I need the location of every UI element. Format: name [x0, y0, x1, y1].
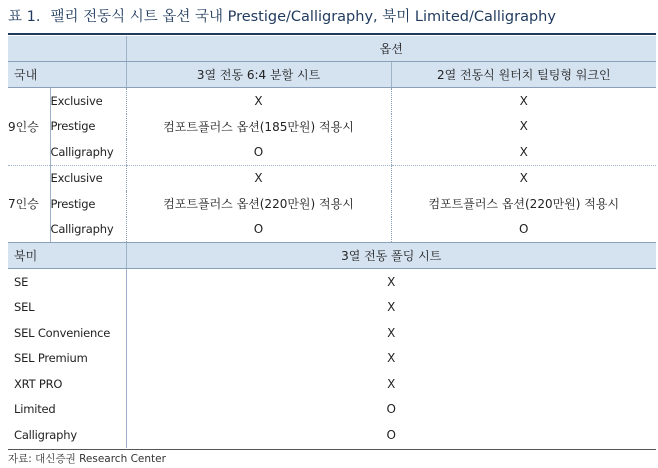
top-rule	[8, 33, 656, 35]
trim-label: Exclusive	[50, 171, 103, 186]
trim-label: Limited	[8, 397, 126, 423]
table-title	[8, 6, 556, 28]
options-table	[8, 36, 656, 448]
na-header-row	[8, 243, 656, 269]
domestic-label: 국내	[8, 62, 126, 88]
group-label-7: 7인승	[8, 165, 50, 243]
cell-value: X	[391, 165, 656, 191]
cell-value: O	[386, 427, 396, 442]
table-title-text: 팰리 전동식 시트 옵션 국내 Prestige/Calligraphy, 북미 Limited/Calligraphy	[50, 9, 556, 25]
domestic-header-row	[8, 62, 656, 88]
domestic-col2-header: 2열 전동식 원터치 틸팅형 워크인	[391, 62, 656, 88]
na-col-header: 3열 전동 폴딩 시트	[126, 243, 656, 269]
table-row	[8, 88, 656, 114]
na-label: 북미	[8, 243, 126, 269]
table-number: 표 1.	[8, 9, 41, 25]
trim-label: Calligraphy	[50, 217, 126, 243]
table-row	[8, 422, 656, 448]
cell-value: X	[387, 274, 396, 289]
table-row	[8, 371, 656, 397]
cell-value: O	[126, 139, 391, 165]
cell-value: X	[387, 376, 396, 391]
table-row	[8, 397, 656, 423]
cell-value: O	[391, 217, 656, 243]
domestic-col1-header: 3열 전동 6:4 분할 시트	[126, 62, 391, 88]
trim-label: Calligraphy	[50, 139, 126, 165]
cell-value: 컴포트플러스 옵션(220만원) 적용시	[391, 191, 656, 217]
cell-value: X	[387, 325, 396, 340]
trim-label: SEL Premium	[8, 346, 126, 372]
trim-label: Prestige	[50, 119, 96, 134]
cell-value: X	[126, 165, 391, 191]
table-row	[8, 217, 656, 243]
header-row	[8, 36, 656, 62]
cell-value: 컴포트플러스 옵션(220만원) 적용시	[126, 191, 391, 217]
table-row	[8, 320, 656, 346]
table-row	[8, 139, 656, 165]
trim-label: SEL Convenience	[8, 320, 126, 346]
header-empty-cell	[8, 36, 126, 62]
cell-value: X	[387, 300, 396, 315]
table-row	[8, 346, 656, 372]
cell-value: X	[126, 88, 391, 114]
header-options: 옵션	[126, 36, 656, 62]
cell-value: X	[391, 114, 656, 140]
table-row	[8, 191, 656, 217]
trim-label: XRT PRO	[8, 371, 126, 397]
cell-value: 컴포트플러스 옵션(185만원) 적용시	[126, 114, 391, 140]
group-label-9: 9인승	[8, 88, 50, 166]
cell-value: X	[391, 139, 656, 165]
cell-value: O	[126, 217, 391, 243]
trim-label: SEL	[8, 295, 126, 321]
trim-label: Calligraphy	[8, 422, 126, 448]
cell-value: O	[386, 402, 396, 417]
trim-label: Prestige	[50, 196, 96, 211]
bottom-rule	[8, 449, 656, 450]
table-row	[8, 165, 656, 191]
source-note: 자료: 대신증권 Research Center	[8, 453, 166, 465]
table-row	[8, 269, 656, 295]
table-row	[8, 295, 656, 321]
cell-value: X	[391, 88, 656, 114]
trim-label: Exclusive	[50, 93, 103, 108]
table-row	[8, 114, 656, 140]
cell-value: X	[387, 351, 396, 366]
trim-label: SE	[8, 269, 126, 295]
